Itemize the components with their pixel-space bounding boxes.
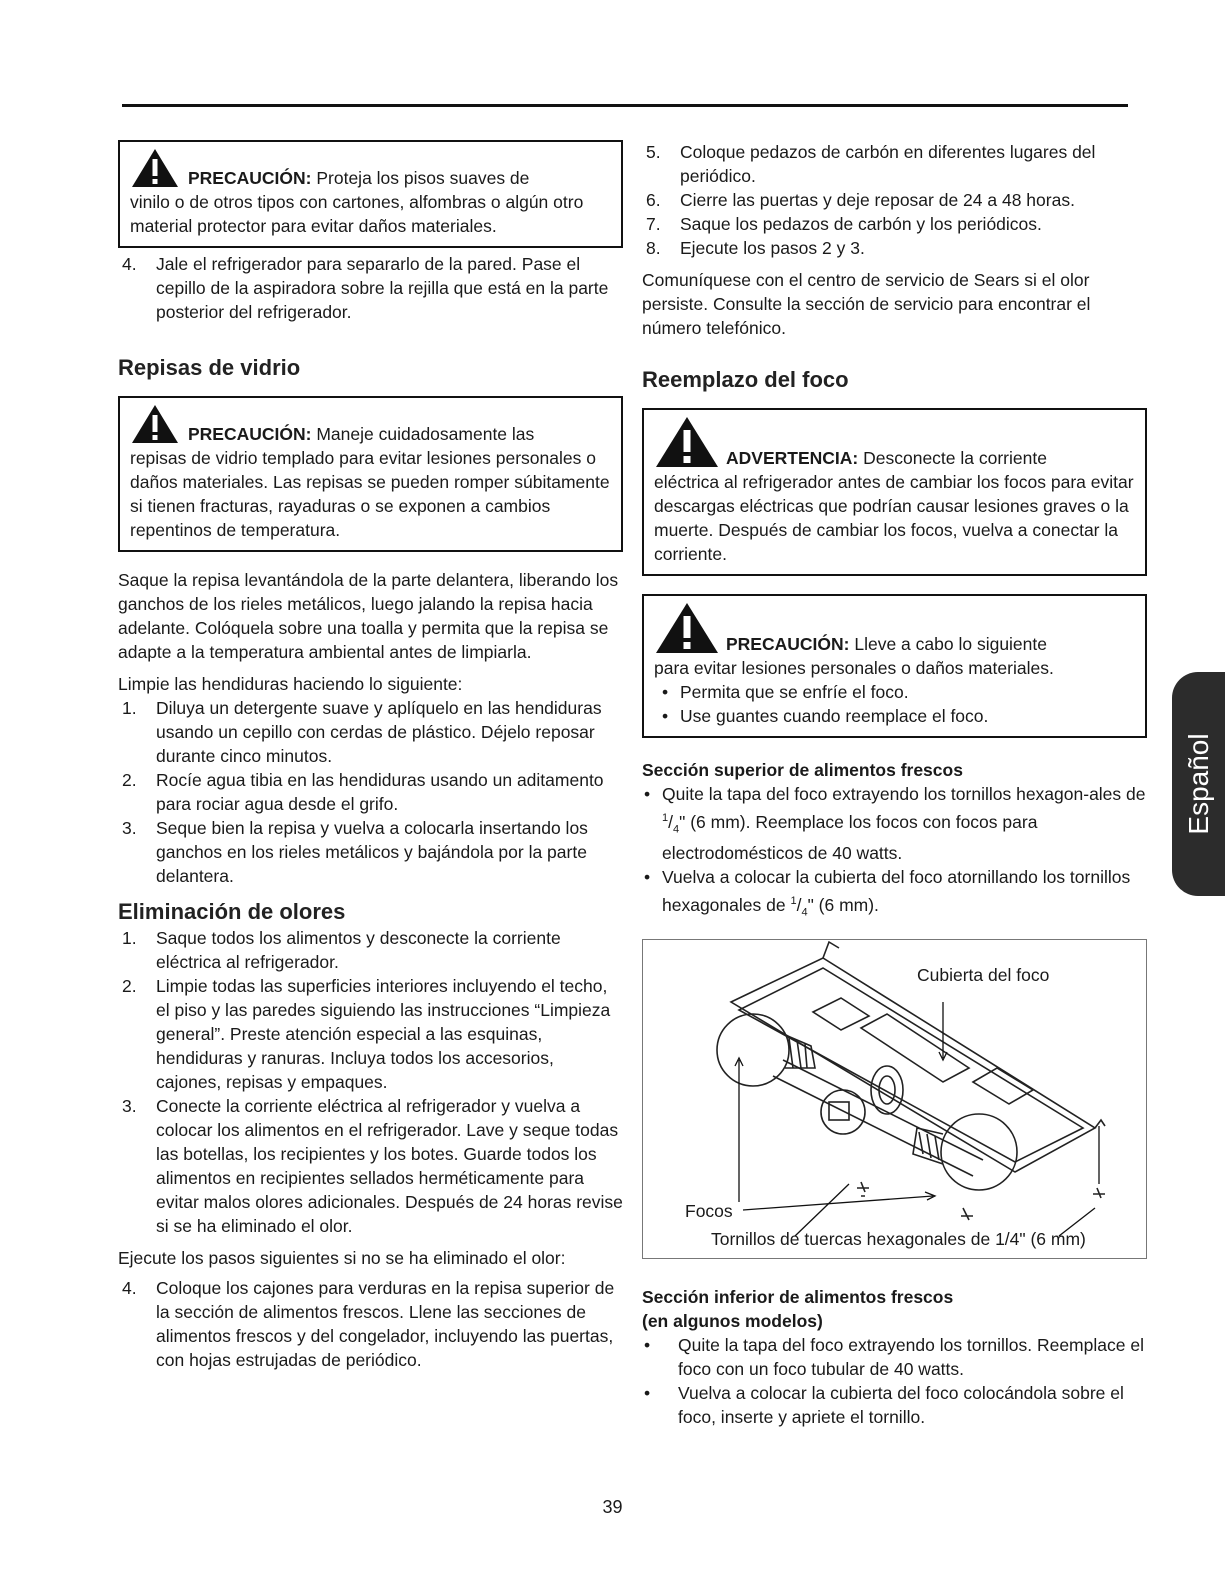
- service-paragraph: Comuníquese con el centro de servicio de Sears si el olor persiste. Consulte la sección de servicio para encontrar el número telefónico.: [642, 270, 1091, 338]
- list-item: 4. Coloque los cajones para verduras en la repisa superior de la sección de alimentos frescos. Llene las secciones de alimentos frescos y del congelador, incluyendo las puertas, con hojas estrujadas de periódico.: [122, 1278, 615, 1370]
- list-item: 5. Coloque pedazos de carbón en diferentes lugares del periódico.: [646, 142, 1096, 186]
- shelves-paragraph: Saque la repisa levantándola de la parte delantera, liberando los ganchos de los rieles metálicos, luego jalando la repisa hacia adelante. Colóquela sobre una toalla y permita que la repisa se adapte a la temperatura ambiental antes de limpiarla.: [118, 570, 619, 662]
- list-item: • Quite la tapa del foco extrayendo los tornillos hexagon-ales de $^1/_4$" (6 mm). Reemplace los focos con focos para electrodomésticos de 40 watts.: [644, 784, 1146, 864]
- shelves-intro: Limpie las hendiduras haciendo lo siguiente:: [118, 674, 463, 694]
- heading-glass-shelves: Repisas de vidrio: [118, 355, 301, 380]
- list-item: 6. Cierre las puertas y deje reposar de 24 a 48 horas.: [646, 190, 1075, 210]
- list-item: • Vuelva a colocar la cubierta del foco atornillando los tornillos hexagonales de $^1/_4$" (6 mm).: [644, 867, 1131, 919]
- lower-section-list: [642, 1333, 1147, 1429]
- caution-box-bulb: PRECAUCIÓN: Lleve a cabo lo siguiente para evitar lesiones personales o daños materiales. • Permita que se enfríe el foco. • Use guantes cuando reemplace el foco.: [642, 594, 1147, 738]
- list-item: 2. Rocíe agua tibia en las hendiduras usando un aditamento para rociar agua desde el grifo.: [122, 770, 604, 814]
- warning-triangle-icon: [130, 148, 186, 190]
- list-item: 1. Diluya un detergente suave y aplíquelo en las hendiduras usando un cepillo con cerdas de plástico. Déjelo reposar durante cinco minutos.: [122, 698, 602, 766]
- list-item: 7. Saque los pedazos de carbón y los periódicos.: [646, 214, 1042, 234]
- heading-odor-removal: Eliminación de olores: [118, 899, 346, 924]
- figure-label-screws: Tornillos de tuercas hexagonales de 1/4" (6 mm): [711, 1228, 1086, 1249]
- list-item: • Quite la tapa del foco extrayendo los tornillos. Reemplace el foco con un foco tubular de 40 watts.: [644, 1334, 1144, 1379]
- page-number: 39: [602, 1497, 623, 1517]
- list-item: 4. Jale el refrigerador para separarlo de la pared. Pase el cepillo de la aspiradora sobre la rejilla que está en la parte posterior del refrigerador.: [122, 254, 609, 322]
- heading-upper-section: Sección superior de alimentos frescos: [642, 760, 963, 780]
- header-rule: [122, 104, 1128, 107]
- heading-lower-section: Sección inferior de alimentos frescos (en algunos modelos): [642, 1286, 954, 1331]
- odor-step-list-2: [118, 1276, 623, 1372]
- warning-triangle-icon: [654, 416, 724, 470]
- warning-box: ADVERTENCIA: Desconecte la corriente eléctrica al refrigerador antes de cambiar los focos para evitar descargas eléctricas que podrían causar lesiones graves o la muerte. Después de cambiar los focos, vuelva a conectar la corriente.: [642, 408, 1147, 576]
- caution-box-shelves: PRECAUCIÓN: Maneje cuidadosamente las repisas de vidrio templado para evitar lesiones personales o daños materiales. Las repisas se pueden romper súbitamente si tienen fracturas, rayaduras o se exponen a cambios repentinos de temperatura.: [118, 396, 623, 552]
- cleaning-step-list: [118, 252, 623, 324]
- list-item: 8. Ejecute los pasos 2 y 3.: [646, 238, 865, 258]
- caution-text: para evitar lesiones personales o daños materiales.: [654, 658, 1054, 678]
- caution-keyword: PRECAUCIÓN:: [726, 634, 850, 654]
- odor-step-list-3: [642, 140, 1147, 260]
- upper-section-list: [642, 782, 1147, 925]
- odor-paragraph: Ejecute los pasos siguientes si no se ha eliminado el olor:: [118, 1248, 566, 1268]
- warning-triangle-icon: [654, 602, 724, 656]
- heading-bulb-replacement: Reemplazo del foco: [642, 367, 849, 392]
- list-item: • Use guantes cuando reemplace el foco.: [662, 706, 989, 726]
- right-column: [642, 140, 1147, 1429]
- list-item: 1. Saque todos los alimentos y desconecte la corriente eléctrica al refrigerador.: [122, 928, 561, 972]
- warning-text: eléctrica al refrigerador antes de cambiar los focos para evitar descargas eléctricas que podrían causar lesiones graves o la muerte. Después de cambiar los focos, vuelva a conectar la corriente.: [654, 472, 1134, 564]
- caution-text: repisas de vidrio templado para evitar lesiones personales o daños materiales. Las repisas se pueden romper súbitamente si tienen fracturas, rayaduras o se exponen a cambios repentinos de temperatura.: [130, 448, 610, 540]
- list-item: 3. Seque bien la repisa y vuelva a colocarla insertando los ganchos en los rieles metálicos y bajándola por la parte delantera.: [122, 818, 588, 886]
- figure-label-bulbs: Focos: [685, 1200, 733, 1221]
- caution-keyword: PRECAUCIÓN:: [188, 168, 312, 188]
- warning-keyword: ADVERTENCIA:: [726, 448, 859, 468]
- caution-keyword: PRECAUCIÓN:: [188, 424, 312, 444]
- language-tab-label: Español: [1183, 733, 1214, 835]
- bulb-cover-figure: [642, 939, 1147, 1259]
- left-column: [118, 140, 623, 1372]
- figure-label-cover: Cubierta del foco: [917, 964, 1050, 985]
- list-item: • Permita que se enfríe el foco.: [662, 682, 909, 702]
- list-item: • Vuelva a colocar la cubierta del foco colocándola sobre el foco, inserte y apriete el tornillo.: [644, 1382, 1124, 1427]
- list-item: 2. Limpie todas las superficies interiores incluyendo el techo, el piso y las paredes siguiendo las instrucciones “Limpieza general”. Preste atención especial a las esquinas, hendiduras y ranuras. Incluya todos los accesorios, cajones, repisas y empaques.: [122, 976, 611, 1092]
- odor-step-list: [118, 926, 623, 1238]
- shelves-step-list: [118, 696, 623, 888]
- caution-bullet-list: [654, 680, 1137, 728]
- caution-text-first: Proteja los pisos suaves de: [316, 168, 530, 188]
- warning-triangle-icon: [130, 404, 186, 446]
- list-item: 3. Conecte la corriente eléctrica al refrigerador y vuelva a colocar los alimentos en el refrigerador. Lave y seque todas las botellas, los recipientes y los botes. Guarde todos los alimentos en recipientes sellados herméticamente para evitar malos olores adicionales. Después de 24 horas revise si se ha eliminado el olor.: [122, 1096, 623, 1236]
- caution-box-floors: [118, 140, 623, 248]
- caution-text: vinilo o de otros tipos con cartones, alfombras o algún otro material protector para evitar daños materiales.: [130, 192, 584, 236]
